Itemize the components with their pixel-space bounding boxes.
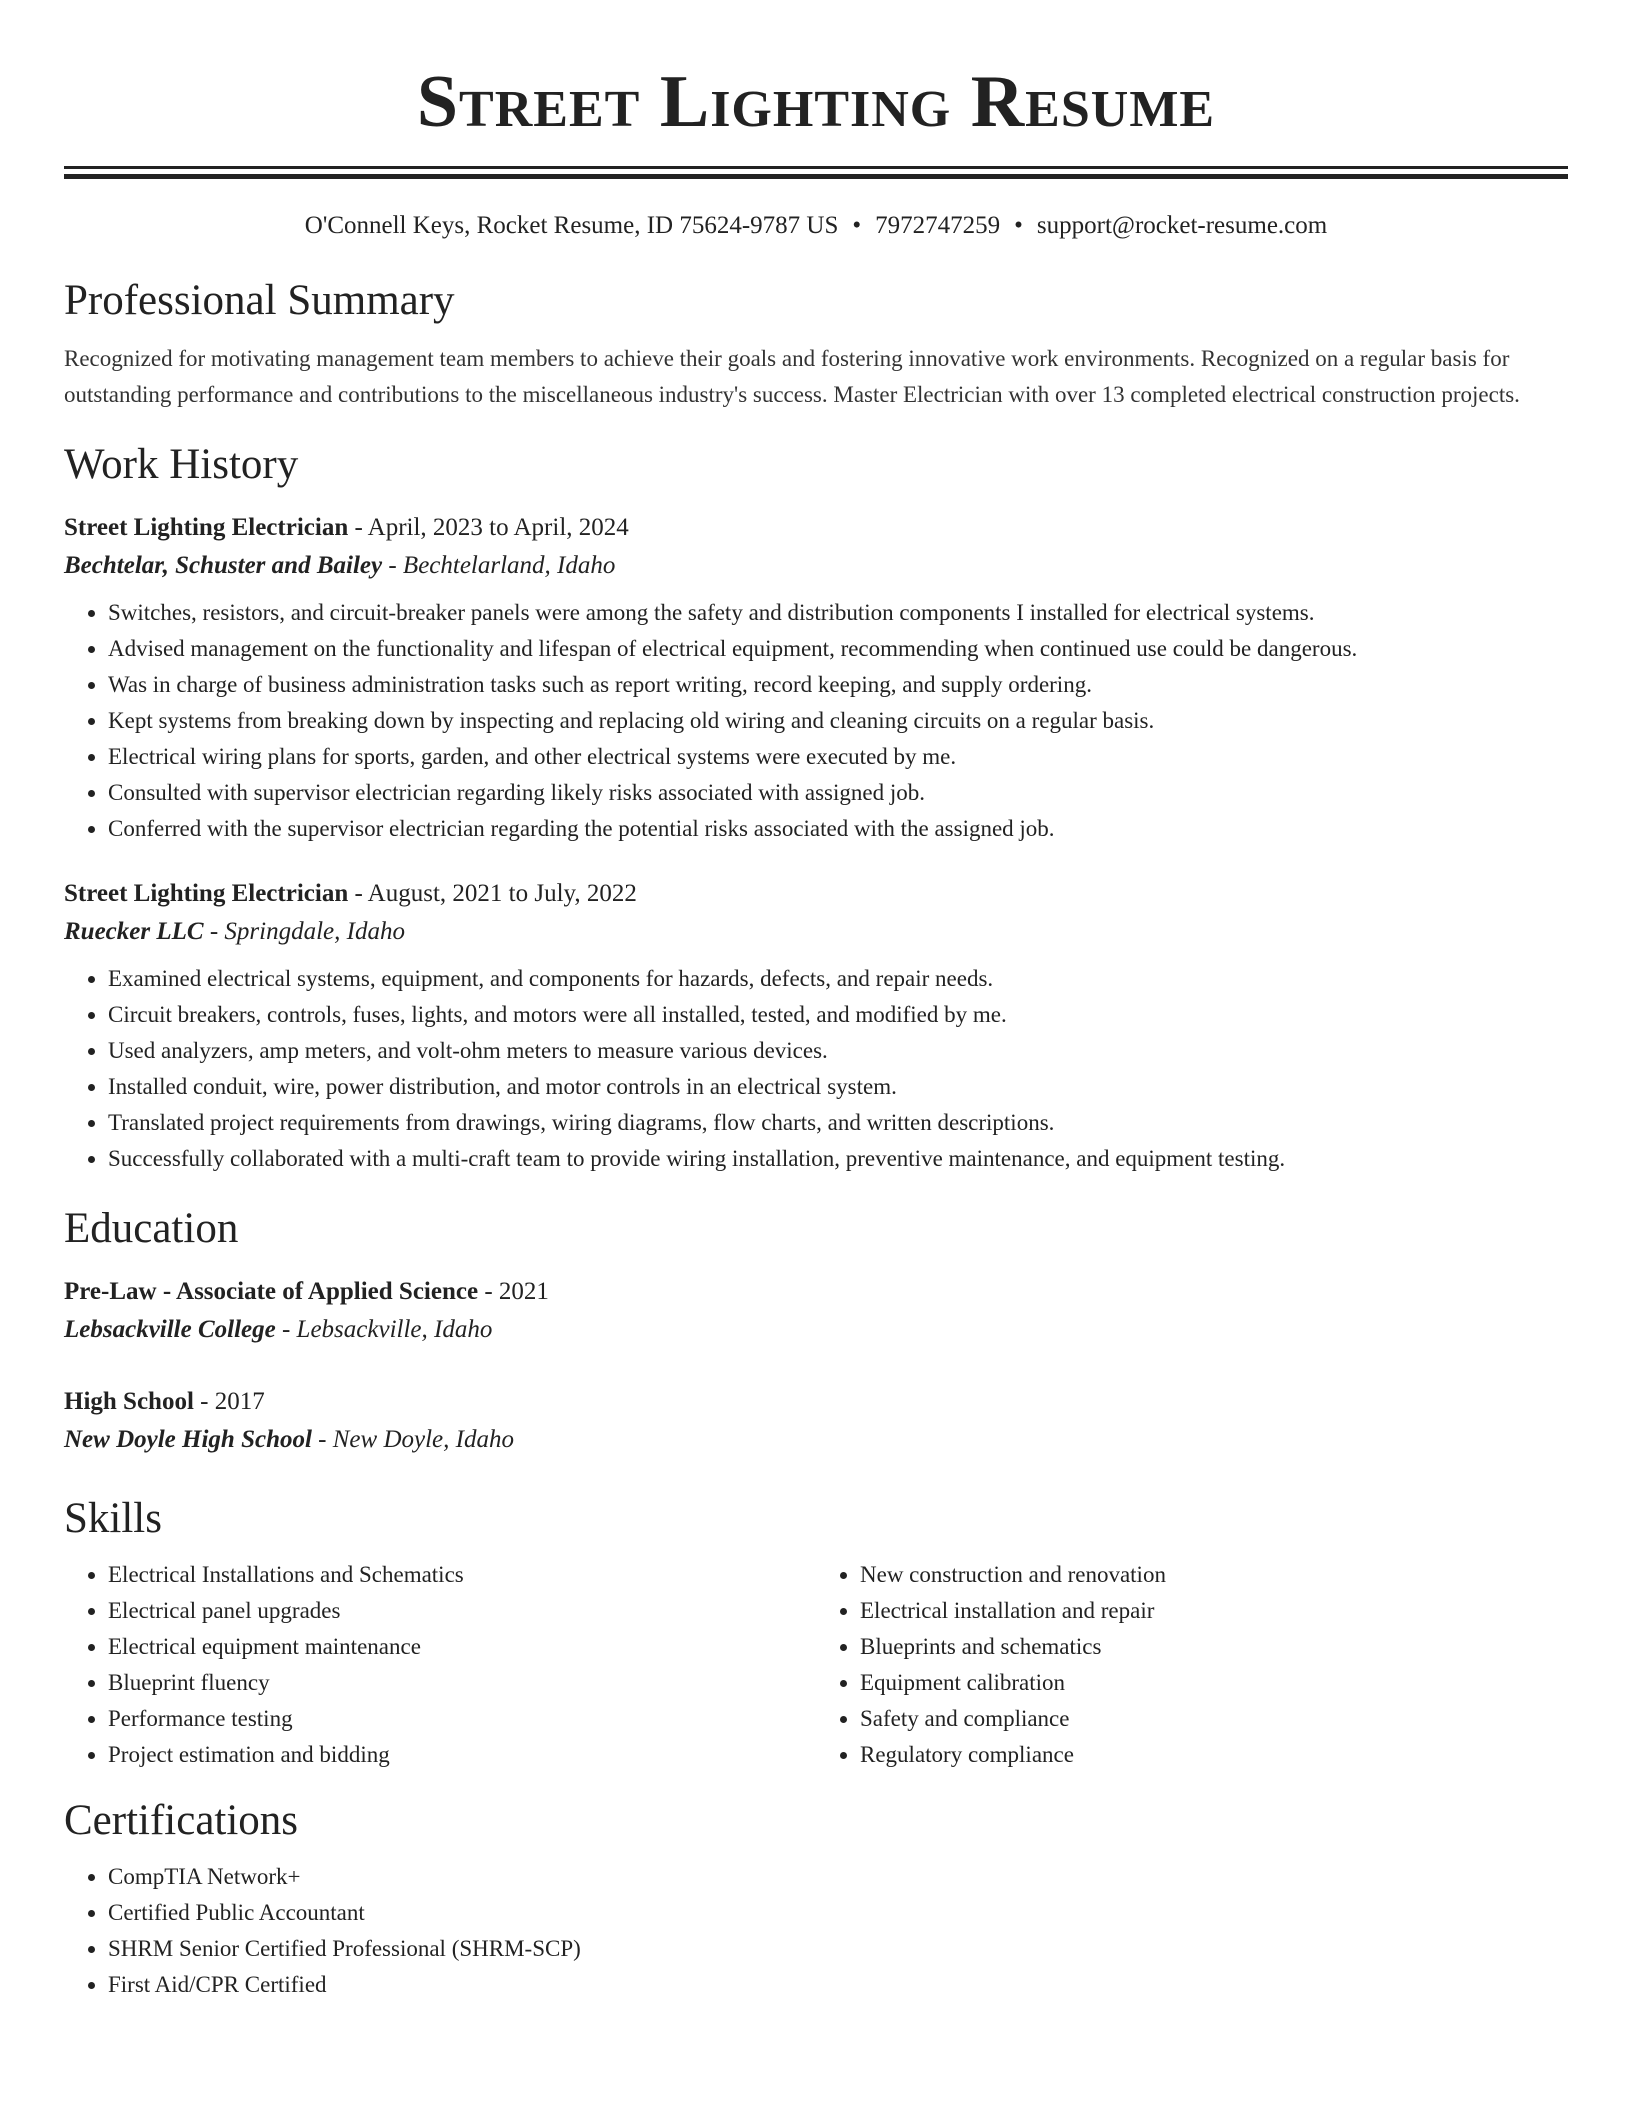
education-school: Lebsackville College <box>64 1316 276 1343</box>
job-bullet: • Used analyzers, amp meters, and volt-ohm meters to measure various devices. <box>108 1033 1568 1069</box>
skills-section <box>64 1493 1568 1773</box>
skill-item: • Equipment calibration <box>860 1665 1568 1701</box>
skill-item: • Electrical Installations and Schematics <box>108 1557 816 1593</box>
skills-heading: Skills <box>64 1495 162 1542</box>
job-entry <box>64 509 1568 847</box>
contact-email: support@rocket-resume.com <box>1036 212 1328 239</box>
contact-separator: • <box>1014 212 1023 239</box>
job-company: Ruecker LLC <box>64 918 204 945</box>
contact-phone: 7972747259 <box>875 212 1001 239</box>
skill-item: • Regulatory compliance <box>860 1737 1568 1773</box>
contact-separator: • <box>852 212 862 239</box>
education-section <box>64 1203 1568 1459</box>
job-bullet: • Kept systems from breaking down by inspecting and replacing old wiring and cleaning circuits on a regular basis. <box>108 703 1568 739</box>
title-rule-top <box>64 166 1568 169</box>
job-bullet: • Advised management on the functionality and lifespan of electrical equipment, recommending when continued use could be dangerous. <box>108 631 1568 667</box>
job-bullet: • Examined electrical systems, equipment, and components for hazards, defects, and repair needs. <box>108 961 1568 997</box>
certification-item: • Certified Public Accountant <box>108 1895 1568 1931</box>
skill-item: • Blueprint fluency <box>108 1665 816 1701</box>
skill-item: • Electrical installation and repair <box>860 1593 1568 1629</box>
job-dates: - August, 2021 to July, 2022 <box>348 880 637 907</box>
job-bullet: • Switches, resistors, and circuit-breaker panels were among the safety and distribution components I installed for electrical systems. <box>108 595 1568 631</box>
certification-item: • First Aid/CPR Certified <box>108 1967 1568 2003</box>
resume-title: Street Lighting Resume <box>416 61 1216 143</box>
job-bullet: • Translated project requirements from drawings, wiring diagrams, flow charts, and written descriptions. <box>108 1105 1568 1141</box>
certification-item: • SHRM Senior Certified Professional (SHRM-SCP) <box>108 1931 1568 1967</box>
education-year: - 2021 <box>478 1278 549 1305</box>
skill-item: • Performance testing <box>108 1701 816 1737</box>
job-location: - Springdale, Idaho <box>203 918 405 945</box>
job-bullet: • Successfully collaborated with a multi-craft team to provide wiring installation, preventive maintenance, and equipment testing. <box>108 1141 1568 1177</box>
job-bullet: • Electrical wiring plans for sports, garden, and other electrical systems were executed by me. <box>108 739 1568 775</box>
skill-item: • Electrical equipment maintenance <box>108 1629 816 1665</box>
skill-item: • New construction and renovation <box>860 1557 1568 1593</box>
certifications-section <box>64 1795 1568 2003</box>
education-entry <box>64 1273 1568 1349</box>
job-bullets <box>64 961 1568 1177</box>
job-header <box>64 509 1568 547</box>
resume-page <box>64 0 1568 2003</box>
contact-line <box>64 209 1568 243</box>
education-header <box>64 1273 1568 1311</box>
skill-item: • Project estimation and bidding <box>108 1737 816 1773</box>
education-location: - New Doyle, Idaho <box>311 1426 514 1453</box>
contact-address: O'Connell Keys, Rocket Resume, ID 75624-9787 US <box>304 212 839 239</box>
job-company: Bechtelar, Schuster and Bailey <box>64 552 383 579</box>
title-rule-bottom <box>64 174 1568 179</box>
job-employer <box>64 547 1568 585</box>
skills-columns <box>64 1557 1568 1773</box>
job-bullets <box>64 595 1568 847</box>
education-heading: Education <box>64 1205 239 1252</box>
education-school-line <box>64 1311 1568 1349</box>
education-degree: Pre-Law - Associate of Applied Science <box>64 1278 479 1305</box>
summary-section <box>64 275 1568 413</box>
education-school-line <box>64 1421 1568 1459</box>
job-title: Street Lighting Electrician <box>64 880 349 907</box>
education-location: - Lebsackville, Idaho <box>275 1316 493 1343</box>
job-entry <box>64 875 1568 1177</box>
job-employer <box>64 913 1568 951</box>
job-bullet: • Consulted with supervisor electrician regarding likely risks associated with assigned job. <box>108 775 1568 811</box>
job-bullet: • Conferred with the supervisor electrician regarding the potential risks associated with the assigned job. <box>108 811 1568 847</box>
education-degree: High School <box>64 1388 194 1415</box>
work-history-section <box>64 439 1568 1177</box>
skills-list-right <box>816 1557 1568 1773</box>
job-title: Street Lighting Electrician <box>64 514 349 541</box>
education-year: - 2017 <box>193 1388 265 1415</box>
certifications-list <box>64 1859 1568 2003</box>
education-school: New Doyle High School <box>64 1426 312 1453</box>
job-dates: - April, 2023 to April, 2024 <box>348 514 629 541</box>
job-header <box>64 875 1568 913</box>
education-header <box>64 1383 1568 1421</box>
skill-item: • Blueprints and schematics <box>860 1629 1568 1665</box>
job-location: - Bechtelarland, Idaho <box>382 552 616 579</box>
education-entry <box>64 1383 1568 1459</box>
certification-item: • CompTIA Network+ <box>108 1859 1568 1895</box>
job-bullet: • Circuit breakers, controls, fuses, lights, and motors were all installed, tested, and modified by me. <box>108 997 1568 1033</box>
certifications-heading: Certifications <box>64 1797 299 1844</box>
skill-item: • Electrical panel upgrades <box>108 1593 816 1629</box>
summary-text: Recognized for motivating management team members to achieve their goals and fostering innovative work environments. Recognized on a regular basis for outstanding performance and contributions to the miscellaneous industry's success. Master Electrician with over 13 completed electrical construction projects. <box>64 346 1520 407</box>
job-bullet: • Was in charge of business administration tasks such as report writing, record keeping, and supply ordering. <box>108 667 1568 703</box>
job-bullet: • Installed conduit, wire, power distribution, and motor controls in an electrical system. <box>108 1069 1568 1105</box>
work-history-heading: Work History <box>64 441 299 488</box>
skill-item: • Safety and compliance <box>860 1701 1568 1737</box>
summary-heading: Professional Summary <box>64 277 455 324</box>
skills-list-left <box>64 1557 816 1773</box>
